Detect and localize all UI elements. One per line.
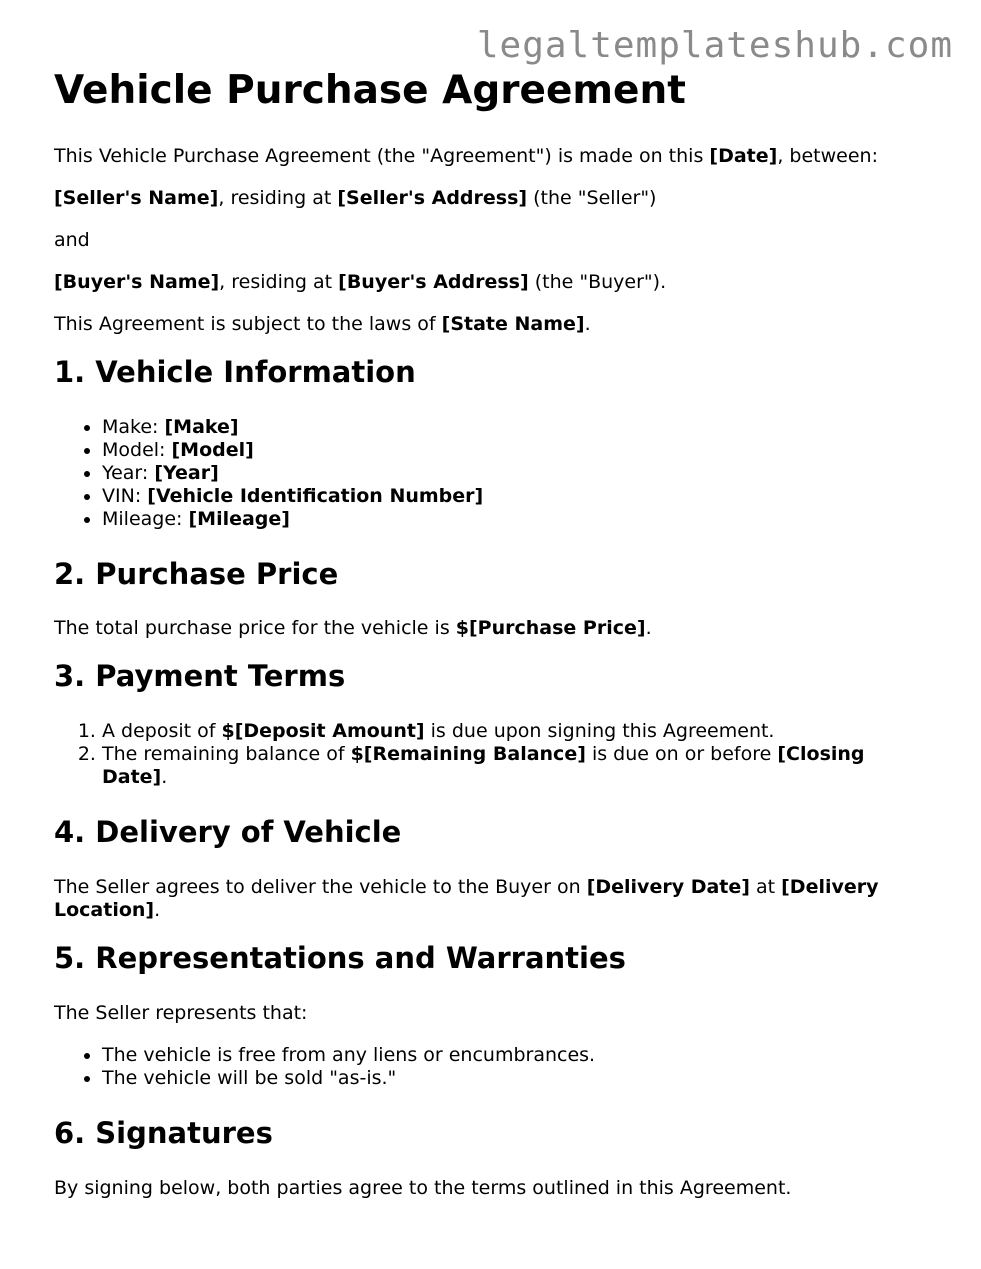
representations-list (54, 1044, 934, 1090)
list-item: 1. A deposit of $[Deposit Amount] is due upon signing this Agreement. (102, 720, 934, 743)
section-signatures-heading: 6. Signatures (54, 1115, 273, 1150)
list-item: • Year: [Year] (102, 462, 934, 485)
delivery-paragraph: The Seller agrees to deliver the vehicle to the Buyer on [Delivery Date] at [Delivery Location]. (54, 875, 879, 921)
state-placeholder: [State Name] (441, 312, 585, 335)
buyer-paragraph: [Buyer's Name], residing at [Buyer's Address] (the "Buyer"). (54, 270, 667, 293)
intro-paragraph: This Vehicle Purchase Agreement (the "Agreement") is made on this [Date], between: (54, 144, 878, 167)
section-payment-terms-heading: 3. Payment Terms (54, 659, 346, 694)
date-placeholder: [Date] (709, 144, 778, 167)
and-paragraph: and (54, 228, 90, 251)
representations-intro: The Seller represents that: (54, 1001, 308, 1024)
document-title: Vehicle Purchase Agreement (54, 68, 686, 113)
vehicle-info-list (54, 416, 934, 531)
section-vehicle-information-heading: 1. Vehicle Information (54, 354, 416, 389)
list-item: 2. The remaining balance of $[Remaining Balance] is due on or before [Closing Date]. (102, 743, 934, 789)
section-purchase-price-heading: 2. Purchase Price (54, 556, 339, 591)
list-item: • Mileage: [Mileage] (102, 508, 934, 531)
price-placeholder: $[Purchase Price] (455, 617, 646, 640)
buyer-name-placeholder: [Buyer's Name] (54, 270, 220, 293)
section-delivery-heading: 4. Delivery of Vehicle (54, 815, 402, 850)
seller-paragraph: [Seller's Name], residing at [Seller's Address] (the "Seller") (54, 186, 657, 209)
delivery-location-placeholder: [Delivery Location] (54, 875, 879, 921)
list-item: • Model: [Model] (102, 439, 934, 462)
list-item: • Make: [Make] (102, 416, 934, 439)
delivery-date-placeholder: [Delivery Date] (586, 875, 750, 898)
buyer-address-placeholder: [Buyer's Address] (338, 270, 529, 293)
purchase-price-paragraph: The total purchase price for the vehicle is $[Purchase Price]. (54, 617, 652, 640)
document-body (54, 68, 934, 1219)
list-item: • The vehicle will be sold "as-is." (102, 1067, 934, 1090)
section-representations-heading: 5. Representations and Warranties (54, 940, 626, 975)
law-paragraph: This Agreement is subject to the laws of [State Name]. (54, 312, 591, 335)
signatures-paragraph: By signing below, both parties agree to the terms outlined in this Agreement. (54, 1176, 792, 1199)
seller-name-placeholder: [Seller's Name] (54, 186, 219, 209)
payment-terms-list (54, 720, 934, 789)
list-item: • VIN: [Vehicle Identification Number] (102, 485, 934, 508)
list-item: • The vehicle is free from any liens or encumbrances. (102, 1044, 934, 1067)
seller-address-placeholder: [Seller's Address] (337, 186, 528, 209)
watermark-text: legaltemplateshub.com (476, 25, 953, 66)
